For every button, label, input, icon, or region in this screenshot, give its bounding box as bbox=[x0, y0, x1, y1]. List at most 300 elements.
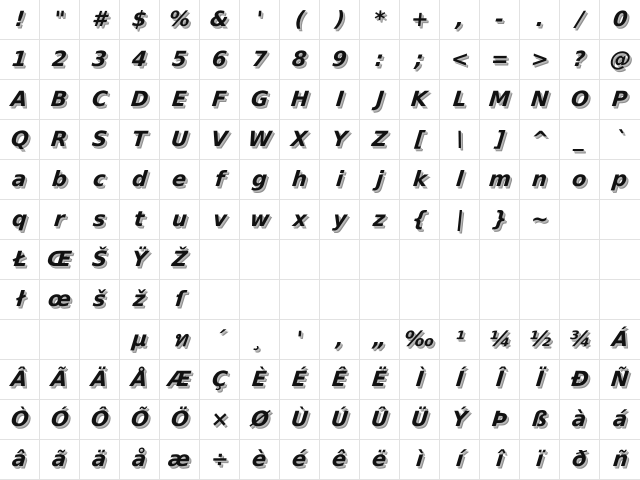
glyph-cell[interactable] bbox=[40, 80, 80, 120]
glyph-cell[interactable] bbox=[240, 360, 280, 400]
glyph-cell[interactable] bbox=[360, 160, 400, 200]
glyph-character: G bbox=[249, 87, 270, 111]
glyph-character: o bbox=[571, 167, 589, 191]
glyph-character: ł bbox=[14, 287, 25, 311]
glyph-character: ? bbox=[572, 47, 587, 71]
glyph-cell[interactable] bbox=[560, 320, 600, 360]
glyph-cell[interactable] bbox=[40, 240, 80, 280]
glyph-character: 4 bbox=[130, 47, 149, 71]
glyph-cell[interactable] bbox=[440, 40, 480, 80]
glyph-cell[interactable] bbox=[320, 400, 360, 440]
glyph-cell[interactable] bbox=[200, 160, 240, 200]
glyph-character: ‚ bbox=[334, 327, 345, 351]
glyph-cell[interactable] bbox=[0, 360, 40, 400]
glyph-cell[interactable] bbox=[240, 280, 280, 320]
glyph-character: 1 bbox=[10, 47, 29, 71]
glyph-cell[interactable] bbox=[320, 160, 360, 200]
glyph-cell[interactable] bbox=[480, 0, 520, 40]
glyph-cell[interactable] bbox=[200, 80, 240, 120]
glyph-character: ท bbox=[171, 327, 188, 351]
glyph-cell[interactable] bbox=[240, 320, 280, 360]
glyph-character: à bbox=[571, 407, 588, 431]
glyph-character: ñ bbox=[611, 447, 629, 471]
glyph-cell[interactable] bbox=[240, 200, 280, 240]
glyph-character: å bbox=[131, 447, 148, 471]
glyph-cell[interactable] bbox=[280, 320, 320, 360]
glyph-character: ! bbox=[13, 7, 26, 31]
glyph-cell[interactable] bbox=[440, 280, 480, 320]
glyph-character: d bbox=[130, 167, 149, 191]
glyph-cell[interactable] bbox=[360, 280, 400, 320]
glyph-cell[interactable] bbox=[400, 240, 440, 280]
glyph-cell[interactable] bbox=[0, 320, 40, 360]
glyph-cell[interactable] bbox=[480, 400, 520, 440]
glyph-character: Í bbox=[454, 367, 465, 391]
glyph-cell[interactable] bbox=[520, 360, 560, 400]
glyph-cell[interactable] bbox=[400, 40, 440, 80]
glyph-cell[interactable] bbox=[400, 280, 440, 320]
glyph-cell[interactable] bbox=[40, 400, 80, 440]
glyph-cell[interactable] bbox=[240, 240, 280, 280]
glyph-character: k bbox=[411, 167, 428, 191]
glyph-character: Þ bbox=[490, 407, 509, 431]
glyph-cell[interactable] bbox=[280, 400, 320, 440]
glyph-cell[interactable] bbox=[80, 320, 120, 360]
glyph-cell[interactable] bbox=[80, 160, 120, 200]
glyph-cell[interactable] bbox=[480, 40, 520, 80]
glyph-character: ¾ bbox=[567, 327, 592, 351]
glyph-cell[interactable] bbox=[0, 40, 40, 80]
glyph-cell[interactable] bbox=[280, 240, 320, 280]
glyph-character: Ì bbox=[414, 367, 425, 391]
glyph-character: Â bbox=[10, 367, 29, 391]
glyph-cell[interactable] bbox=[600, 200, 640, 240]
glyph-cell[interactable] bbox=[200, 440, 240, 480]
glyph-cell[interactable] bbox=[40, 120, 80, 160]
glyph-character: h bbox=[290, 167, 309, 191]
glyph-cell[interactable] bbox=[560, 120, 600, 160]
glyph-cell[interactable] bbox=[80, 440, 120, 480]
glyph-cell[interactable] bbox=[320, 440, 360, 480]
glyph-cell[interactable] bbox=[80, 80, 120, 120]
glyph-cell[interactable] bbox=[160, 0, 200, 40]
glyph-cell[interactable] bbox=[320, 200, 360, 240]
glyph-cell[interactable] bbox=[400, 80, 440, 120]
glyph-cell[interactable] bbox=[480, 280, 520, 320]
glyph-character: Ã bbox=[50, 367, 69, 391]
glyph-character: Ü bbox=[409, 407, 430, 431]
glyph-character: ï bbox=[534, 447, 545, 471]
glyph-character: Ç bbox=[210, 367, 229, 391]
glyph-character: w bbox=[248, 207, 271, 231]
glyph-character: ' bbox=[255, 7, 265, 31]
glyph-character: H bbox=[289, 87, 310, 111]
glyph-cell[interactable] bbox=[280, 280, 320, 320]
glyph-cell[interactable] bbox=[360, 400, 400, 440]
glyph-cell[interactable] bbox=[200, 0, 240, 40]
glyph-character: K bbox=[410, 87, 429, 111]
glyph-cell[interactable] bbox=[320, 280, 360, 320]
glyph-character: t bbox=[133, 207, 146, 231]
glyph-cell[interactable] bbox=[80, 400, 120, 440]
glyph-cell[interactable] bbox=[200, 200, 240, 240]
glyph-character: ½ bbox=[527, 327, 552, 351]
glyph-character: Š bbox=[90, 247, 109, 271]
glyph-character: c bbox=[92, 167, 108, 191]
glyph-cell[interactable] bbox=[280, 200, 320, 240]
glyph-cell[interactable] bbox=[0, 400, 40, 440]
glyph-cell[interactable] bbox=[440, 120, 480, 160]
glyph-cell[interactable] bbox=[120, 240, 160, 280]
glyph-cell[interactable] bbox=[240, 160, 280, 200]
glyph-cell[interactable] bbox=[160, 320, 200, 360]
glyph-cell[interactable] bbox=[80, 360, 120, 400]
glyph-cell[interactable] bbox=[0, 0, 40, 40]
glyph-cell[interactable] bbox=[160, 240, 200, 280]
glyph-cell[interactable] bbox=[320, 360, 360, 400]
glyph-cell[interactable] bbox=[360, 120, 400, 160]
glyph-character: > bbox=[529, 47, 550, 71]
glyph-cell[interactable] bbox=[40, 40, 80, 80]
glyph-cell[interactable] bbox=[440, 440, 480, 480]
glyph-cell[interactable] bbox=[360, 80, 400, 120]
glyph-character: œ bbox=[46, 287, 73, 311]
glyph-cell[interactable] bbox=[480, 80, 520, 120]
glyph-cell[interactable] bbox=[280, 440, 320, 480]
glyph-character: æ bbox=[167, 447, 192, 471]
glyph-cell[interactable] bbox=[240, 80, 280, 120]
glyph-cell[interactable] bbox=[600, 0, 640, 40]
glyph-cell[interactable] bbox=[280, 80, 320, 120]
glyph-character: * bbox=[372, 7, 387, 31]
glyph-cell[interactable] bbox=[0, 280, 40, 320]
glyph-character: [ bbox=[413, 127, 426, 151]
glyph-cell[interactable] bbox=[400, 200, 440, 240]
glyph-cell[interactable] bbox=[560, 160, 600, 200]
glyph-cell[interactable] bbox=[320, 320, 360, 360]
glyph-character: = bbox=[489, 47, 510, 71]
glyph-character: l bbox=[454, 167, 465, 191]
glyph-character: N bbox=[529, 87, 550, 111]
glyph-cell[interactable] bbox=[120, 160, 160, 200]
glyph-character: j bbox=[374, 167, 385, 191]
glyph-cell[interactable] bbox=[320, 80, 360, 120]
glyph-cell[interactable] bbox=[160, 400, 200, 440]
glyph-cell[interactable] bbox=[480, 200, 520, 240]
glyph-character: ž bbox=[132, 287, 147, 311]
glyph-cell[interactable] bbox=[200, 320, 240, 360]
glyph-character: | bbox=[454, 207, 465, 231]
glyph-cell[interactable] bbox=[240, 440, 280, 480]
glyph-character: ð bbox=[571, 447, 589, 471]
glyph-character: í bbox=[454, 447, 465, 471]
glyph-character: < bbox=[449, 47, 470, 71]
glyph-cell[interactable] bbox=[320, 240, 360, 280]
glyph-character: Ž bbox=[170, 247, 189, 271]
glyph-character: J bbox=[374, 87, 385, 111]
glyph-cell[interactable] bbox=[560, 360, 600, 400]
glyph-cell[interactable] bbox=[400, 0, 440, 40]
glyph-cell[interactable] bbox=[560, 40, 600, 80]
glyph-cell[interactable] bbox=[120, 200, 160, 240]
glyph-cell[interactable] bbox=[400, 120, 440, 160]
glyph-cell[interactable] bbox=[40, 320, 80, 360]
glyph-cell[interactable] bbox=[600, 240, 640, 280]
glyph-character: - bbox=[493, 7, 506, 31]
glyph-cell[interactable] bbox=[600, 120, 640, 160]
glyph-cell[interactable] bbox=[520, 320, 560, 360]
glyph-character: Ô bbox=[89, 407, 110, 431]
glyph-character: Æ bbox=[166, 367, 193, 391]
glyph-character: @ bbox=[608, 47, 632, 71]
glyph-character: 7 bbox=[250, 47, 269, 71]
glyph-cell[interactable] bbox=[480, 160, 520, 200]
glyph-character: Î bbox=[494, 367, 505, 391]
glyph-cell[interactable] bbox=[560, 400, 600, 440]
glyph-character: # bbox=[90, 7, 109, 31]
glyph-cell[interactable] bbox=[240, 40, 280, 80]
glyph-character: ß bbox=[530, 407, 549, 431]
glyph-character: â bbox=[11, 447, 28, 471]
glyph-cell[interactable] bbox=[40, 0, 80, 40]
glyph-character: Ø bbox=[249, 407, 270, 431]
glyph-character: E bbox=[171, 87, 188, 111]
glyph-cell[interactable] bbox=[520, 200, 560, 240]
glyph-cell[interactable] bbox=[200, 280, 240, 320]
glyph-character: Õ bbox=[129, 407, 150, 431]
glyph-character: Ñ bbox=[609, 367, 631, 391]
glyph-cell[interactable] bbox=[600, 40, 640, 80]
glyph-cell[interactable] bbox=[520, 400, 560, 440]
glyph-cell[interactable] bbox=[560, 240, 600, 280]
glyph-cell[interactable] bbox=[560, 80, 600, 120]
glyph-character: g bbox=[250, 167, 269, 191]
glyph-cell[interactable] bbox=[520, 120, 560, 160]
glyph-cell[interactable] bbox=[320, 40, 360, 80]
glyph-cell[interactable] bbox=[520, 80, 560, 120]
glyph-cell[interactable] bbox=[520, 0, 560, 40]
glyph-character: μ bbox=[130, 327, 149, 351]
glyph-character: P bbox=[611, 87, 630, 111]
glyph-cell[interactable] bbox=[400, 320, 440, 360]
glyph-cell[interactable] bbox=[440, 360, 480, 400]
glyph-cell[interactable] bbox=[80, 120, 120, 160]
glyph-character: V bbox=[210, 127, 229, 151]
glyph-character: é bbox=[291, 447, 308, 471]
glyph-cell[interactable] bbox=[280, 120, 320, 160]
glyph-cell[interactable] bbox=[560, 280, 600, 320]
glyph-character: ) bbox=[333, 7, 346, 31]
glyph-character: X bbox=[290, 127, 309, 151]
glyph-cell[interactable] bbox=[0, 440, 40, 480]
glyph-cell[interactable] bbox=[480, 240, 520, 280]
glyph-cell[interactable] bbox=[40, 160, 80, 200]
glyph-cell[interactable] bbox=[200, 240, 240, 280]
glyph-character: „ bbox=[371, 327, 388, 351]
glyph-character: Ú bbox=[329, 407, 350, 431]
glyph-cell[interactable] bbox=[240, 0, 280, 40]
glyph-cell[interactable] bbox=[0, 200, 40, 240]
glyph-cell[interactable] bbox=[40, 280, 80, 320]
glyph-cell[interactable] bbox=[400, 360, 440, 400]
glyph-cell[interactable] bbox=[440, 80, 480, 120]
glyph-cell[interactable] bbox=[480, 360, 520, 400]
glyph-cell[interactable] bbox=[480, 440, 520, 480]
glyph-cell[interactable] bbox=[600, 360, 640, 400]
glyph-character: B bbox=[50, 87, 69, 111]
glyph-character: Å bbox=[130, 367, 149, 391]
glyph-cell[interactable] bbox=[160, 280, 200, 320]
glyph-cell[interactable] bbox=[80, 240, 120, 280]
glyph-cell[interactable] bbox=[600, 400, 640, 440]
glyph-cell[interactable] bbox=[280, 160, 320, 200]
glyph-cell[interactable] bbox=[160, 160, 200, 200]
glyph-character: C bbox=[90, 87, 109, 111]
glyph-cell[interactable] bbox=[520, 440, 560, 480]
glyph-cell[interactable] bbox=[360, 200, 400, 240]
glyph-cell[interactable] bbox=[600, 440, 640, 480]
glyph-character: U bbox=[169, 127, 190, 151]
glyph-cell[interactable] bbox=[200, 400, 240, 440]
glyph-cell[interactable] bbox=[0, 160, 40, 200]
glyph-cell[interactable] bbox=[520, 160, 560, 200]
glyph-cell[interactable] bbox=[240, 120, 280, 160]
glyph-character: & bbox=[209, 7, 230, 31]
glyph-character: T bbox=[131, 127, 148, 151]
glyph-character: v bbox=[211, 207, 228, 231]
glyph-character: , bbox=[454, 7, 465, 31]
glyph-cell[interactable] bbox=[480, 120, 520, 160]
glyph-character: R bbox=[50, 127, 69, 151]
glyph-cell[interactable] bbox=[480, 320, 520, 360]
glyph-cell[interactable] bbox=[200, 120, 240, 160]
glyph-cell[interactable] bbox=[120, 280, 160, 320]
glyph-cell[interactable] bbox=[440, 200, 480, 240]
glyph-cell[interactable] bbox=[280, 0, 320, 40]
glyph-character: 2 bbox=[50, 47, 69, 71]
glyph-cell[interactable] bbox=[520, 40, 560, 80]
glyph-cell[interactable] bbox=[320, 120, 360, 160]
glyph-character: A bbox=[10, 87, 29, 111]
glyph-cell[interactable] bbox=[80, 200, 120, 240]
glyph-cell[interactable] bbox=[160, 80, 200, 120]
glyph-character: M bbox=[487, 87, 512, 111]
glyph-cell[interactable] bbox=[0, 240, 40, 280]
glyph-cell[interactable] bbox=[80, 0, 120, 40]
glyph-cell[interactable] bbox=[520, 240, 560, 280]
glyph-character: ¹ bbox=[453, 327, 466, 351]
glyph-cell[interactable] bbox=[200, 40, 240, 80]
glyph-cell[interactable] bbox=[560, 440, 600, 480]
glyph-cell[interactable] bbox=[560, 0, 600, 40]
glyph-cell[interactable] bbox=[600, 320, 640, 360]
glyph-character: ; bbox=[414, 47, 426, 71]
glyph-cell[interactable] bbox=[400, 400, 440, 440]
glyph-cell[interactable] bbox=[440, 0, 480, 40]
glyph-character: n bbox=[530, 167, 549, 191]
glyph-cell[interactable] bbox=[0, 120, 40, 160]
glyph-cell[interactable] bbox=[160, 120, 200, 160]
glyph-cell[interactable] bbox=[360, 0, 400, 40]
glyph-cell[interactable] bbox=[400, 160, 440, 200]
glyph-character: Á bbox=[610, 327, 630, 351]
glyph-character: / bbox=[574, 7, 585, 31]
glyph-cell[interactable] bbox=[360, 320, 400, 360]
glyph-cell[interactable] bbox=[120, 120, 160, 160]
glyph-character: ë bbox=[371, 447, 388, 471]
glyph-cell[interactable] bbox=[40, 360, 80, 400]
glyph-cell[interactable] bbox=[600, 80, 640, 120]
glyph-cell[interactable] bbox=[40, 200, 80, 240]
glyph-cell[interactable] bbox=[120, 400, 160, 440]
glyph-cell[interactable] bbox=[320, 0, 360, 40]
glyph-cell[interactable] bbox=[600, 160, 640, 200]
glyph-cell[interactable] bbox=[280, 360, 320, 400]
glyph-cell[interactable] bbox=[120, 40, 160, 80]
glyph-character: y bbox=[331, 207, 348, 231]
glyph-cell[interactable] bbox=[0, 80, 40, 120]
glyph-cell[interactable] bbox=[120, 0, 160, 40]
glyph-cell[interactable] bbox=[360, 240, 400, 280]
glyph-character: ÷ bbox=[209, 447, 230, 471]
glyph-character: q bbox=[10, 207, 29, 231]
glyph-cell[interactable] bbox=[80, 40, 120, 80]
glyph-cell[interactable] bbox=[160, 40, 200, 80]
glyph-character: ´ bbox=[213, 327, 227, 351]
glyph-cell[interactable] bbox=[240, 400, 280, 440]
glyph-cell[interactable] bbox=[280, 40, 320, 80]
glyph-cell[interactable] bbox=[40, 440, 80, 480]
glyph-cell[interactable] bbox=[440, 400, 480, 440]
glyph-character: 3 bbox=[90, 47, 109, 71]
glyph-cell[interactable] bbox=[440, 320, 480, 360]
glyph-cell[interactable] bbox=[520, 280, 560, 320]
glyph-cell[interactable] bbox=[80, 280, 120, 320]
glyph-cell[interactable] bbox=[120, 80, 160, 120]
glyph-cell[interactable] bbox=[400, 440, 440, 480]
glyph-character: Ï bbox=[534, 367, 545, 391]
glyph-cell[interactable] bbox=[360, 360, 400, 400]
glyph-character: x bbox=[291, 207, 308, 231]
glyph-cell[interactable] bbox=[440, 160, 480, 200]
glyph-cell[interactable] bbox=[120, 320, 160, 360]
glyph-character: 8 bbox=[290, 47, 309, 71]
glyph-cell[interactable] bbox=[160, 200, 200, 240]
glyph-character: z bbox=[372, 207, 387, 231]
glyph-character: ¼ bbox=[487, 327, 512, 351]
glyph-cell[interactable] bbox=[440, 240, 480, 280]
glyph-cell[interactable] bbox=[160, 360, 200, 400]
glyph-character: I bbox=[334, 87, 345, 111]
glyph-cell[interactable] bbox=[360, 40, 400, 80]
glyph-character: Ó bbox=[49, 407, 70, 431]
glyph-character: ] bbox=[493, 127, 506, 151]
glyph-cell[interactable] bbox=[600, 280, 640, 320]
glyph-character: ſ bbox=[173, 287, 186, 311]
glyph-character: Ö bbox=[169, 407, 190, 431]
glyph-character: % bbox=[167, 7, 192, 31]
glyph-character: ê bbox=[331, 447, 348, 471]
glyph-cell[interactable] bbox=[200, 360, 240, 400]
glyph-cell[interactable] bbox=[560, 200, 600, 240]
glyph-cell[interactable] bbox=[360, 440, 400, 480]
glyph-character: b bbox=[50, 167, 69, 191]
glyph-cell[interactable] bbox=[120, 360, 160, 400]
glyph-character: . bbox=[534, 7, 545, 31]
glyph-cell[interactable] bbox=[120, 440, 160, 480]
glyph-character: × bbox=[209, 407, 230, 431]
glyph-cell[interactable] bbox=[160, 440, 200, 480]
